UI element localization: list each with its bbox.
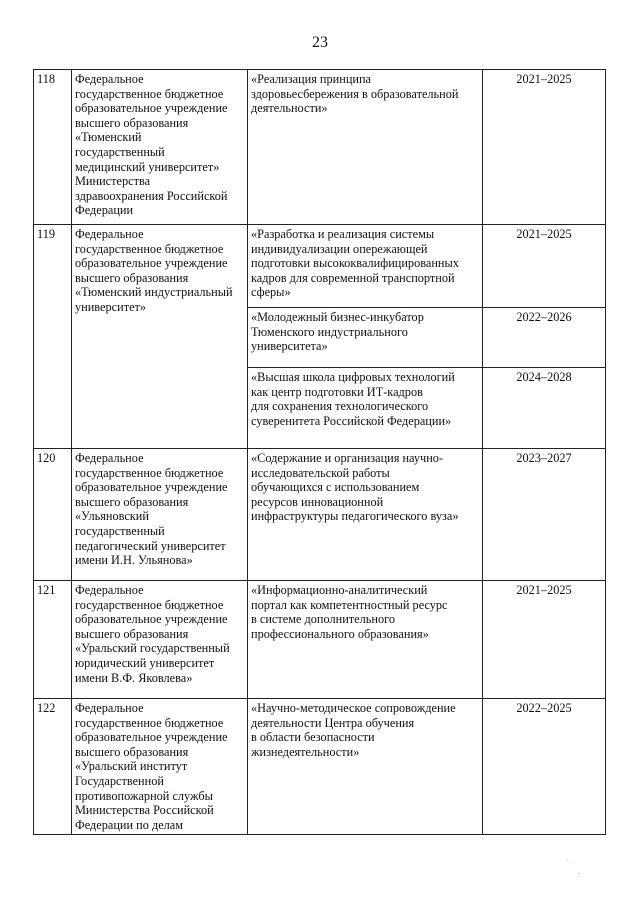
text-line: «Научно-методическое сопровождение	[251, 701, 456, 715]
row-number: 122	[34, 699, 72, 835]
text-line: суверенитета Российской Федерации»	[251, 413, 452, 428]
row-number: 121	[34, 581, 72, 699]
text-line: высшего образования	[75, 494, 189, 509]
organization-cell	[72, 449, 248, 581]
text-line: «Уральский институт	[75, 759, 188, 774]
text-line: образовательное учреждение	[75, 101, 228, 116]
project-title-cell	[248, 225, 483, 308]
text-line: высшего образования	[75, 270, 189, 285]
text-line: ресурсов инновационной	[251, 494, 384, 509]
text-line: образовательное учреждение	[75, 730, 228, 745]
project-title-cell	[248, 308, 483, 368]
text-line: подготовки высококвалифицированных	[251, 256, 459, 271]
project-years-cell: 2024–2028	[483, 368, 606, 449]
project-title-cell	[248, 70, 483, 225]
text-line: Федеральное	[75, 451, 144, 465]
text-line: высшего образования	[75, 626, 189, 641]
text-line: инфраструктуры педагогического вуза»	[251, 509, 459, 524]
text-line: Федерации	[75, 203, 134, 218]
table-row	[34, 70, 606, 225]
text-line: «Тюменский индустриальный	[75, 285, 233, 300]
row-number: 120	[34, 449, 72, 581]
text-line: Министерства Российской	[75, 803, 214, 818]
text-line: в системе дополнительного	[251, 612, 395, 627]
scan-speck: ·	[578, 870, 581, 878]
text-line: «Уральский государственный	[75, 641, 230, 656]
page-number: 23	[312, 34, 328, 51]
text-line: имени В.Ф. Яковлева»	[75, 670, 193, 685]
text-line: здоровьесбережения в образовательной	[251, 86, 459, 101]
text-line: как центр подготовки ИТ-кадров	[251, 384, 423, 399]
text-line: Федерации по делам	[75, 817, 184, 832]
text-line: «Тюменский	[75, 130, 142, 145]
project-title-cell	[248, 699, 483, 835]
project-years-cell: 2021–2025	[483, 581, 606, 699]
text-line: деятельности»	[251, 101, 328, 116]
text-line: обучающихся с использованием	[251, 480, 420, 495]
text-line: государственный	[75, 144, 165, 159]
project-years-cell: 2021–2025	[483, 70, 606, 225]
text-line: образовательное учреждение	[75, 612, 228, 627]
text-line: «Высшая школа цифровых технологий	[251, 370, 455, 384]
text-line: исследовательской работы	[251, 465, 390, 480]
text-line: деятельности Центра обучения	[251, 715, 415, 730]
text-line: «Разработка и реализация системы	[251, 227, 435, 241]
text-line: «Информационно-аналитический	[251, 583, 428, 597]
text-line: «Содержание и организация научно-	[251, 451, 444, 465]
text-line: в области безопасности	[251, 730, 375, 745]
table-row	[34, 449, 606, 581]
project-title-cell	[248, 449, 483, 581]
organization-cell	[72, 225, 248, 449]
project-title-cell	[248, 368, 483, 449]
organization-cell	[72, 699, 248, 835]
text-line: образовательное учреждение	[75, 480, 228, 495]
text-line: государственное бюджетное	[75, 241, 224, 256]
text-line: Государственной	[75, 773, 164, 788]
project-years-cell: 2022–2026	[483, 308, 606, 368]
text-line: кадров для современной транспортной	[251, 270, 455, 285]
organization-cell	[72, 581, 248, 699]
text-line: Федеральное	[75, 72, 144, 86]
text-line: государственное бюджетное	[75, 715, 224, 730]
text-line: государственное бюджетное	[75, 597, 224, 612]
row-number: 119	[34, 225, 72, 449]
text-line: «Молодежный бизнес-инкубатор	[251, 310, 424, 324]
text-line: «Ульяновский	[75, 509, 149, 524]
text-line: образовательное учреждение	[75, 256, 228, 271]
text-line: Федеральное	[75, 583, 144, 597]
text-line: университета»	[251, 339, 328, 354]
text-line: «Реализация принципа	[251, 72, 372, 86]
table-row	[34, 699, 606, 835]
scan-speck: ˙ ˙	[566, 860, 576, 868]
text-line: имени И.Н. Ульянова»	[75, 553, 193, 568]
text-line: юридический университет	[75, 655, 215, 670]
text-line: Федеральное	[75, 701, 144, 715]
text-line: Министерства	[75, 174, 151, 189]
text-line: высшего образования	[75, 115, 189, 130]
text-line: противопожарной службы	[75, 788, 213, 803]
organization-cell	[72, 70, 248, 225]
text-line: государственное бюджетное	[75, 86, 224, 101]
table-row	[34, 225, 606, 308]
text-line: жизнедеятельности»	[251, 744, 360, 759]
programs-table	[33, 69, 606, 835]
text-line: медицинский университет»	[75, 159, 220, 174]
text-line: государственный	[75, 523, 165, 538]
text-line: государственное бюджетное	[75, 465, 224, 480]
text-line: профессионального образования»	[251, 626, 429, 641]
text-line: высшего образования	[75, 744, 189, 759]
text-line: Тюменского индустриального	[251, 324, 408, 339]
text-line: индивидуализации опережающей	[251, 241, 428, 256]
text-line: Федеральное	[75, 227, 144, 241]
project-years-cell: 2022–2025	[483, 699, 606, 835]
text-line: портал как компетентностный ресурс	[251, 597, 448, 612]
table-row	[34, 581, 606, 699]
text-line: педагогический университет	[75, 538, 226, 553]
text-line: университет»	[75, 299, 147, 314]
text-line: здравоохранения Российской	[75, 188, 228, 203]
project-years-cell: 2023–2027	[483, 449, 606, 581]
row-number: 118	[34, 70, 72, 225]
text-line: для сохранения технологического	[251, 399, 429, 414]
project-title-cell	[248, 581, 483, 699]
project-years-cell: 2021–2025	[483, 225, 606, 308]
text-line: сферы»	[251, 285, 291, 300]
